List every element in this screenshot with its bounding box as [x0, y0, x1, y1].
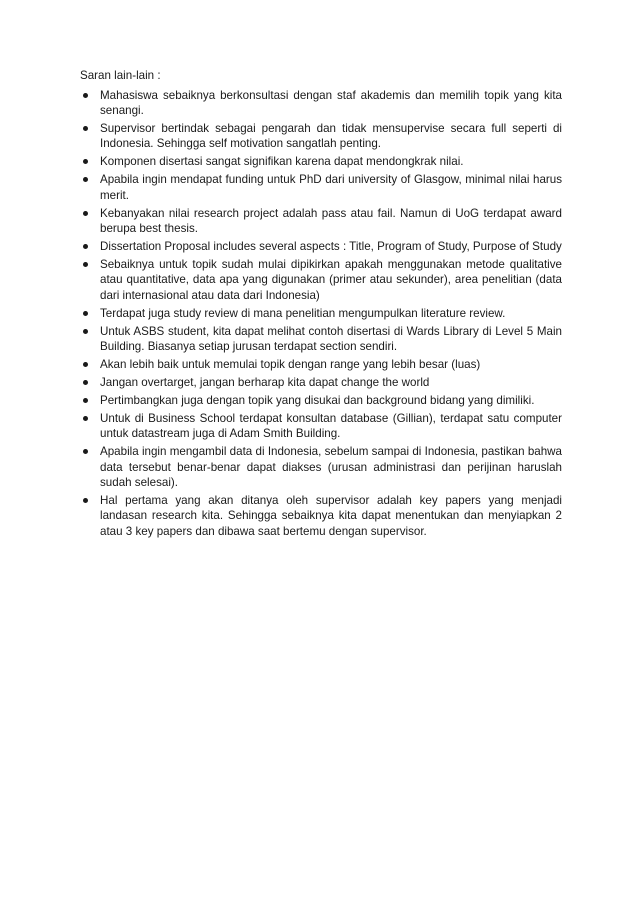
bullet-item [80, 357, 562, 373]
bullet-icon [83, 398, 88, 403]
bullet-icon [83, 362, 88, 367]
bullet-item [80, 306, 562, 322]
bullet-icon [83, 159, 88, 164]
bullet-text: Pertimbangkan juga dengan topik yang disukai dan background bidang yang dimiliki. [100, 393, 535, 407]
bullet-item [80, 411, 562, 442]
bullet-text: Apabila ingin mendapat funding untuk PhD dari university of Glasgow, minimal nilai harus merit. [100, 173, 562, 202]
bullet-icon [83, 177, 88, 182]
bullet-icon [83, 244, 88, 249]
bullet-item [80, 172, 562, 203]
bullet-text: Dissertation Proposal includes several aspects : Title, Program of Study, Purpose of Study [100, 239, 562, 253]
bullet-item [80, 121, 562, 152]
bullet-icon [83, 262, 88, 267]
bullet-icon [83, 311, 88, 316]
bullet-text: Supervisor bertindak sebagai pengarah dan tidak mensupervise secara full seperti di Indonesia. Sehingga self motivation sangatlah penting. [100, 121, 562, 151]
bullet-text: Jangan overtarget, jangan berharap kita dapat change the world [100, 375, 430, 389]
bullet-icon [83, 126, 88, 131]
bullet-item [80, 375, 562, 391]
bullet-item [80, 206, 562, 237]
bullet-text: Terdapat juga study review di mana penelitian mengumpulkan literature review. [100, 306, 506, 320]
bullet-text: Hal pertama yang akan ditanya oleh supervisor adalah key papers yang menjadi landasan research kita. Sehingga sebaiknya kita dapat menentukan dan menyiapkan 2 atau 3 key papers dan dibawa saat bertemu dengan supervisor. [100, 493, 562, 538]
bullet-text: Komponen disertasi sangat signifikan karena dapat mendongkrak nilai. [100, 155, 464, 169]
bullet-icon [83, 211, 88, 216]
bullet-text: Apabila ingin mengambil data di Indonesia, sebelum sampai di Indonesia, pastikan bahwa data tersebut benar-benar dapat diakses (urusan administrasi dan perijinan haruslah sudah selesai). [100, 445, 562, 490]
bullet-text: Sebaiknya untuk topik sudah mulai dipikirkan apakah menggunakan metode qualitative atau quantitative, data apa yang digunakan (primer atau sekunder), area penelitian (data dari internasional atau data dari Indonesia) [100, 257, 562, 302]
bullet-icon [83, 416, 88, 421]
bullet-icon [83, 498, 88, 503]
bullet-item [80, 444, 562, 491]
bullet-item [80, 154, 562, 170]
bullet-icon [83, 93, 88, 98]
bullet-text: Akan lebih baik untuk memulai topik dengan range yang lebih besar (luas) [100, 358, 481, 372]
bullet-item [80, 324, 562, 355]
section-heading: Saran lain-lain : [80, 69, 161, 82]
bullet-text: Untuk ASBS student, kita dapat melihat contoh disertasi di Wards Library di Level 5 Main Building. Biasanya setiap jurusan terdapat section sendiri. [100, 324, 562, 354]
bullet-icon [83, 449, 88, 454]
bullet-item [80, 257, 562, 304]
bullet-list [80, 88, 562, 540]
document-page [80, 68, 562, 542]
bullet-item [80, 393, 562, 409]
bullet-item [80, 88, 562, 119]
bullet-icon [83, 329, 88, 334]
bullet-icon [83, 380, 88, 385]
bullet-text: Kebanyakan nilai research project adalah pass atau fail. Namun di UoG terdapat award berupa best thesis. [100, 206, 562, 236]
bullet-item [80, 239, 562, 255]
bullet-item [80, 493, 562, 540]
bullet-text: Mahasiswa sebaiknya berkonsultasi dengan staf akademis dan memilih topik yang kita senangi. [100, 88, 562, 117]
bullet-text: Untuk di Business School terdapat konsultan database (Gillian), terdapat satu computer untuk datastream juga di Adam Smith Building. [100, 411, 562, 441]
